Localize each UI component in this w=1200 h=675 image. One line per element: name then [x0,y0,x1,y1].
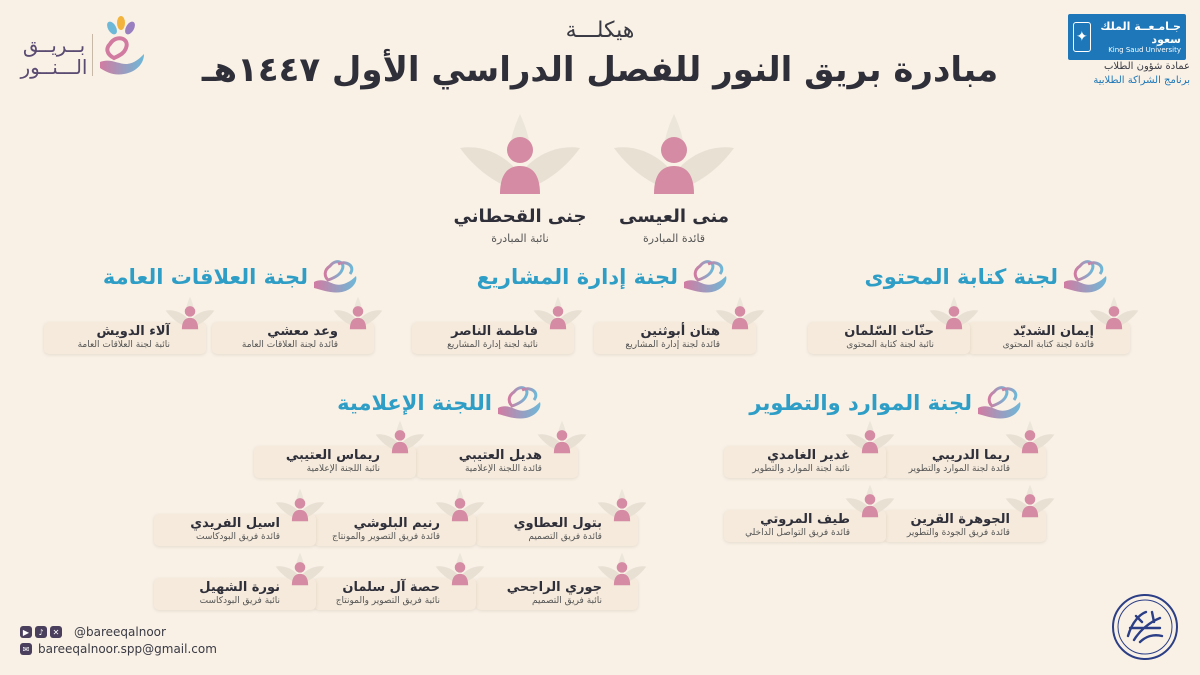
person-angel-icon [274,550,326,592]
member-name: وعد معشي [267,324,338,339]
dept-line1: عمادة شؤون الطلاب [1104,61,1190,72]
member-role: نائبة لجنة العلاقات العامة [77,340,170,350]
member-role: قائدة فريق البودكاست [195,532,280,542]
person-angel-icon [532,294,584,336]
member-name: جوري الراجحي [506,580,602,595]
member-role: نائبة لجنة كتابة المحتوى [846,340,934,350]
member-name: آلاء الدويش [96,324,170,339]
member-name: غدير الغامدي [767,448,850,463]
member-name: فاطمة الناصر [451,324,538,339]
person-angel-icon [434,486,486,528]
hand-heart-icon [496,386,544,420]
person-angel-icon [332,294,384,336]
hand-heart-icon [682,260,730,294]
member-name: إيمان الشديّد [1012,324,1094,339]
member-card [314,514,476,546]
brand-divider [92,34,93,76]
member-role: نائبة لجنة الموارد والتطوير [752,464,850,474]
member-name: ريماس العتيبي [285,448,380,463]
leader-name: منى العيسى [619,206,729,227]
member-name: حنّات السّلمان [844,324,934,339]
member-card [808,322,970,354]
member-name: ريما الدريبي [931,448,1010,463]
person-angel-icon [1004,418,1056,460]
member-name: حصة آل سلمان [342,580,440,595]
member-name: اسيل الفريدي [190,516,280,531]
social-icons [20,626,62,638]
member-role: نائبة فريق التصميم [532,596,602,606]
member-role: قائدة لجنة إدارة المشاريع [625,340,720,350]
member-card [476,514,638,546]
person-angel-icon [456,114,584,204]
member-name: هديل العتيبي [458,448,542,463]
member-role: نائبة اللجنة الإعلامية [306,464,380,474]
member-card [44,322,206,354]
hand-heart-icon [1062,260,1110,294]
member-card [884,510,1046,542]
brand-logo-icon [96,14,146,78]
member-card [254,446,416,478]
member-card [724,510,886,542]
member-role: نائبة فريق البودكاست [199,596,280,606]
member-card [154,578,316,610]
tiktok-icon[interactable]: ♪ [35,626,47,638]
member-card [412,322,574,354]
member-role: قائدة لجنة كتابة المحتوى [1002,340,1094,350]
member-role: قائدة لجنة العلاقات العامة [241,340,338,350]
dept-line2: برنامج الشراكة الطلابية [1093,75,1190,86]
x-icon[interactable]: ✕ [50,626,62,638]
email-icon: ✉ [20,643,32,655]
member-card [724,446,886,478]
committee-heading-resources [749,386,1024,420]
committee-heading-relations [103,260,360,294]
member-role: قائدة لجنة الموارد والتطوير [908,464,1010,474]
committee-title: لجنة الموارد والتطوير [749,391,972,415]
youtube-icon[interactable]: ▶ [20,626,32,638]
member-role: قائدة اللجنة الإعلامية [464,464,542,474]
page-supertitle: هيكلـــة [565,18,635,43]
member-name: الجوهرة القرين [910,512,1010,527]
person-angel-icon [374,418,426,460]
contact-email[interactable]: bareeqalnoor.spp@gmail.com [38,642,217,656]
member-name: طيف المروتي [760,512,850,527]
committee-heading-content [864,260,1110,294]
social-handle[interactable]: @bareeqalnoor [74,625,166,639]
palm-swords-icon: ✦ [1073,22,1091,52]
hand-heart-icon [312,260,360,294]
member-role: نائبة فريق التصوير والمونتاج [335,596,440,606]
committee-heading-projects [477,260,730,294]
member-card [154,514,316,546]
person-angel-icon [536,418,588,460]
calligraphy-seal [1110,592,1180,662]
person-angel-icon [1088,294,1140,336]
page-title: مبادرة بريق النور للفصل الدراسي الأول ١٤٤٧هـ [201,50,999,90]
member-role: نائبة لجنة إدارة المشاريع [447,340,538,350]
member-card [314,578,476,610]
member-role: قائدة فريق التصميم [528,532,602,542]
committee-title: لجنة العلاقات العامة [102,265,308,289]
member-name: رنيم البلوشي [353,516,440,531]
person-angel-icon [714,294,766,336]
member-name: هتان أبوثنين [640,324,720,339]
member-name: نورة الشهيل [199,580,280,595]
member-name: بتول العطاوي [513,516,602,531]
person-angel-icon [610,114,738,204]
member-role: قائدة فريق التواصل الداخلي [745,528,850,538]
person-angel-icon [164,294,216,336]
leader-name: جنى القحطاني [453,206,587,227]
member-role: قائدة فريق الجودة والتطوير [906,528,1010,538]
member-card [416,446,578,478]
committee-title: لجنة كتابة المحتوى [864,265,1058,289]
hand-heart-icon [976,386,1024,420]
committee-title: لجنة إدارة المشاريع [476,265,678,289]
brand-name-line2: الـــنــور [20,55,88,79]
ksu-english-name: King Saud University [1108,45,1181,54]
person-angel-icon [434,550,486,592]
person-angel-icon [596,550,648,592]
ksu-logo [1068,14,1186,60]
committee-heading-media [337,386,544,420]
brand-name-line1: بــريــق [22,33,86,57]
member-card [884,446,1046,478]
brand-logo-text [20,34,88,78]
member-role: قائدة فريق التصوير والمونتاج [332,532,440,542]
ksu-arabic-name: جـامـعــة الملك سعود [1100,19,1181,46]
member-card [594,322,756,354]
person-angel-icon [596,486,648,528]
person-angel-icon [928,294,980,336]
person-angel-icon [274,486,326,528]
person-angel-icon [844,418,896,460]
member-card [476,578,638,610]
member-card [968,322,1130,354]
committee-title: اللجنة الإعلامية [337,391,492,415]
person-angel-icon [1004,482,1056,524]
member-card [212,322,374,354]
leader-role: نائبة المبادرة [491,232,549,245]
ksu-department [1050,60,1190,88]
person-angel-icon [844,482,896,524]
leader-role: قائدة المبادرة [642,232,706,245]
